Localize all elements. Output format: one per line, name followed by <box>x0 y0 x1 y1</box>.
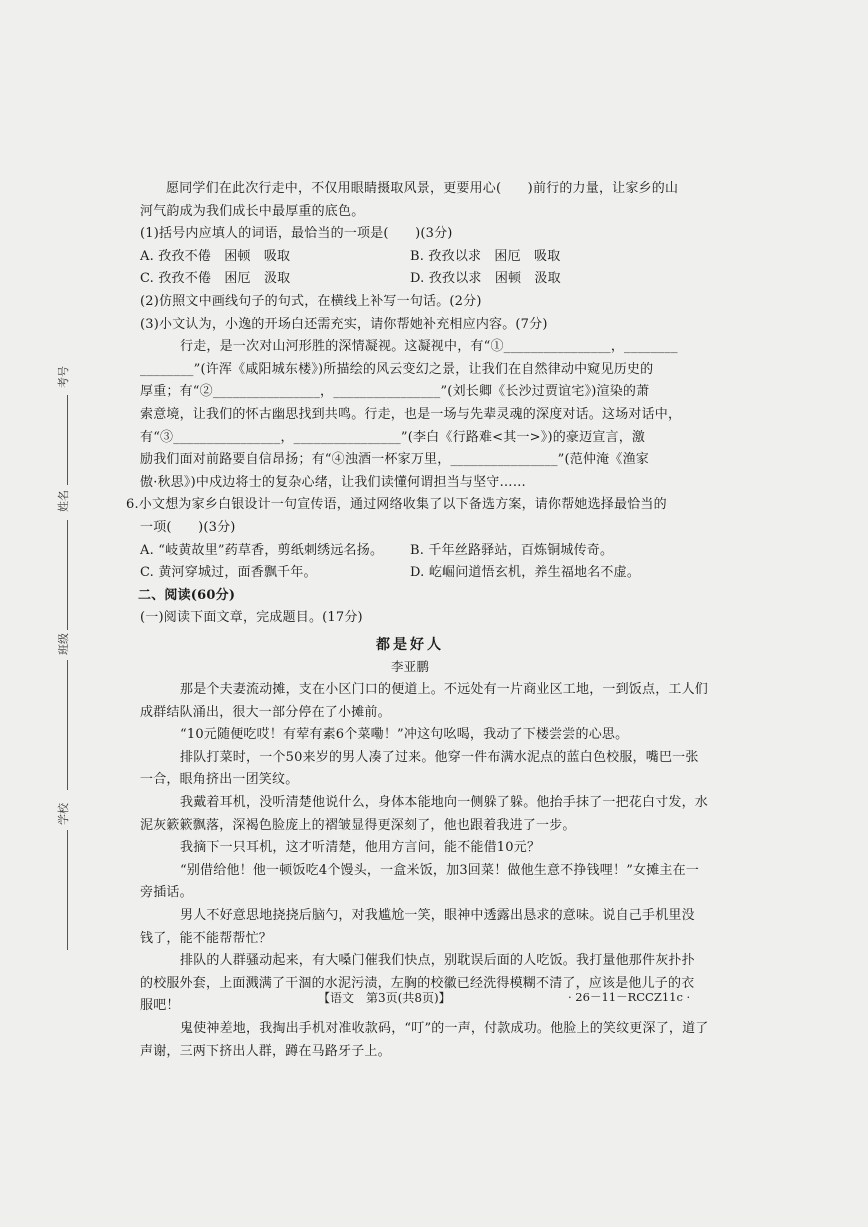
xingming-label: 姓名 <box>57 490 70 512</box>
q6-options-row-1 <box>140 540 680 563</box>
article-line: “别借给他！他一顿饭吃4个馒头，一盒米饭，加3回菜！做他生意不挣钱哩！”女摊主在一 <box>180 862 700 878</box>
article-author: 李亚鹏 <box>390 659 430 675</box>
option-c: C. 黄河穿城过，面香飘千年。 <box>140 565 317 581</box>
article-line: 排队的人群骚动起来，有大嗓门催我们快点，别耽误后面的人吃饭。我打量他那件灰扑扑 <box>180 953 695 969</box>
text-line: 傲·秋思》)中戍边将士的复杂心绪，让我们读懂何谓担当与坚守…… <box>140 474 526 490</box>
article-line: 声谢，三两下挤出人群，蹲在马路牙子上。 <box>140 1043 391 1059</box>
article-line: 排队打菜时，一个50来岁的男人凑了过来。他穿一件布满水泥点的蓝白色校服，嘴巴一张 <box>180 749 699 765</box>
text-line: 愿同学们在此次行走中，不仅用眼睛摄取风景，更要用心( )前行的力量，让家乡的山 <box>166 181 679 196</box>
option-c: C. 孜孜不倦 困厄 汲取 <box>140 271 291 287</box>
q1-options-row-2 <box>140 268 680 291</box>
article-line: 男人不好意思地挠挠后脑勺，对我尴尬一笑，眼神中透露出恳求的意味。说自己手机里没 <box>180 908 695 923</box>
article-title: 都是好人 <box>376 636 444 653</box>
margin-line-1 <box>67 395 68 485</box>
xuexiao-label: 学校 <box>57 803 70 825</box>
question-1: (1)括号内应填人的词语，最恰当的一项是( )(3分) <box>140 226 453 242</box>
question-3: (3)小文认为，小逸的开场白还需充实，请你帮她补充相应内容。(7分) <box>140 316 548 332</box>
article-line: 我戴着耳机，没听清楚他说什么，身体本能地向一侧躲了躲。他抬手抹了一把花白寸发，水 <box>180 795 709 811</box>
q6-options-row-2 <box>140 562 680 585</box>
article-line: 旁插话。 <box>140 885 193 901</box>
article-line: 钱了，能不能帮帮忙？ <box>140 930 273 946</box>
banji-label: 班级 <box>57 633 70 655</box>
q1-options-row-1 <box>140 246 680 269</box>
article-line: 鬼使神差地，我掏出手机对准收款码，“叮”的一声，付款成功。他脸上的笑纹更深了，道了 <box>180 1020 709 1036</box>
article-line: 的校服外套，上面溅满了干涸的水泥污渍，左胸的校徽已经洗得模糊不清了，应该是他儿子的衣 <box>140 975 695 991</box>
section-heading: 二、阅读(60分) <box>138 587 236 603</box>
text-line: 厚重；有“②________________，________________”(刘长卿《长沙过贾谊宅》)渲染的萧 <box>140 384 650 400</box>
text-line: 一项( )(3分) <box>140 519 236 535</box>
question-6: 6.小文想为家乡白银设计一句宣传语，通过网络收集了以下备选方案，请你帮她选择最恰当的 <box>126 497 667 513</box>
margin-line-3 <box>67 660 68 790</box>
text-line: 有“③________________，________________”(李白《行路难<其一>》)的豪迈宣言，激 <box>140 429 646 445</box>
section-subheading: (一)阅读下面文章，完成题目。(17分) <box>140 610 363 626</box>
option-a: A. 孜孜不倦 困顿 吸取 <box>140 248 291 264</box>
paper-code: · 26－11－RCCZ11c · <box>568 990 691 1004</box>
page-footer: 【语文 第3页(共8页)】 <box>318 991 451 1005</box>
option-b: B. 千年丝路驿站，百炼铜城传奇。 <box>410 542 614 558</box>
option-d: D. 孜孜以求 困顿 汲取 <box>410 271 561 287</box>
article-line: “10元随便吃哎！有荤有素6个菜嘞！”冲这句吆喝，我动了下楼尝尝的心思。 <box>180 727 629 743</box>
text-line: 河气韵成为我们成长中最厚重的底色。 <box>140 203 365 219</box>
margin-line-4 <box>67 830 68 950</box>
kaohao-label: 考号 <box>57 366 70 388</box>
article-line: 服吧！ <box>140 998 180 1014</box>
text-line: 索意境，让我们的怀古幽思找到共鸣。行走，也是一场与先辈灵魂的深度对话。这场对话中， <box>140 406 682 422</box>
text-line: 行走，是一次对山河形胜的深情凝视。这凝视中，有“①________________，________ <box>180 339 678 355</box>
question-2: (2)仿照文中画线句子的句式，在横线上补写一句话。(2分) <box>140 293 482 309</box>
article-line: 我摘下一只耳机，这才听清楚，他用方言问，能不能借10元？ <box>180 840 541 856</box>
text-line: ________”(许浑《咸阳城东楼》)所描绘的风云变幻之景，让我们在自然律动中窥见历史的 <box>140 361 654 377</box>
option-b: B. 孜孜以求 困厄 吸取 <box>410 248 561 264</box>
option-a: A. “岐黄故里”药草香，剪纸刺绣远名扬。 <box>140 542 384 558</box>
margin-line-2 <box>67 520 68 630</box>
article-line: 成群结队涌出，很大一部分停在了小摊前。 <box>140 704 391 720</box>
article-line: 泥灰簌簌飘落，深褐色脸庞上的褶皱显得更深刻了，他也跟着我进了一步。 <box>140 817 576 833</box>
text-line: 励我们面对前路要自信昂扬；有“④浊酒一杯家万里，________________”(范仲淹《渔家 <box>140 452 649 468</box>
page-content <box>126 178 709 1063</box>
article-line: 那是个夫妻流动摊，支在小区门口的便道上。不远处有一片商业区工地，一到饭点，工人们 <box>180 682 709 698</box>
article-line: 一合，眼角挤出一团笑纹。 <box>140 772 299 788</box>
option-d: D. 屹崛问道悟玄机，养生福地名不虚。 <box>410 565 641 581</box>
